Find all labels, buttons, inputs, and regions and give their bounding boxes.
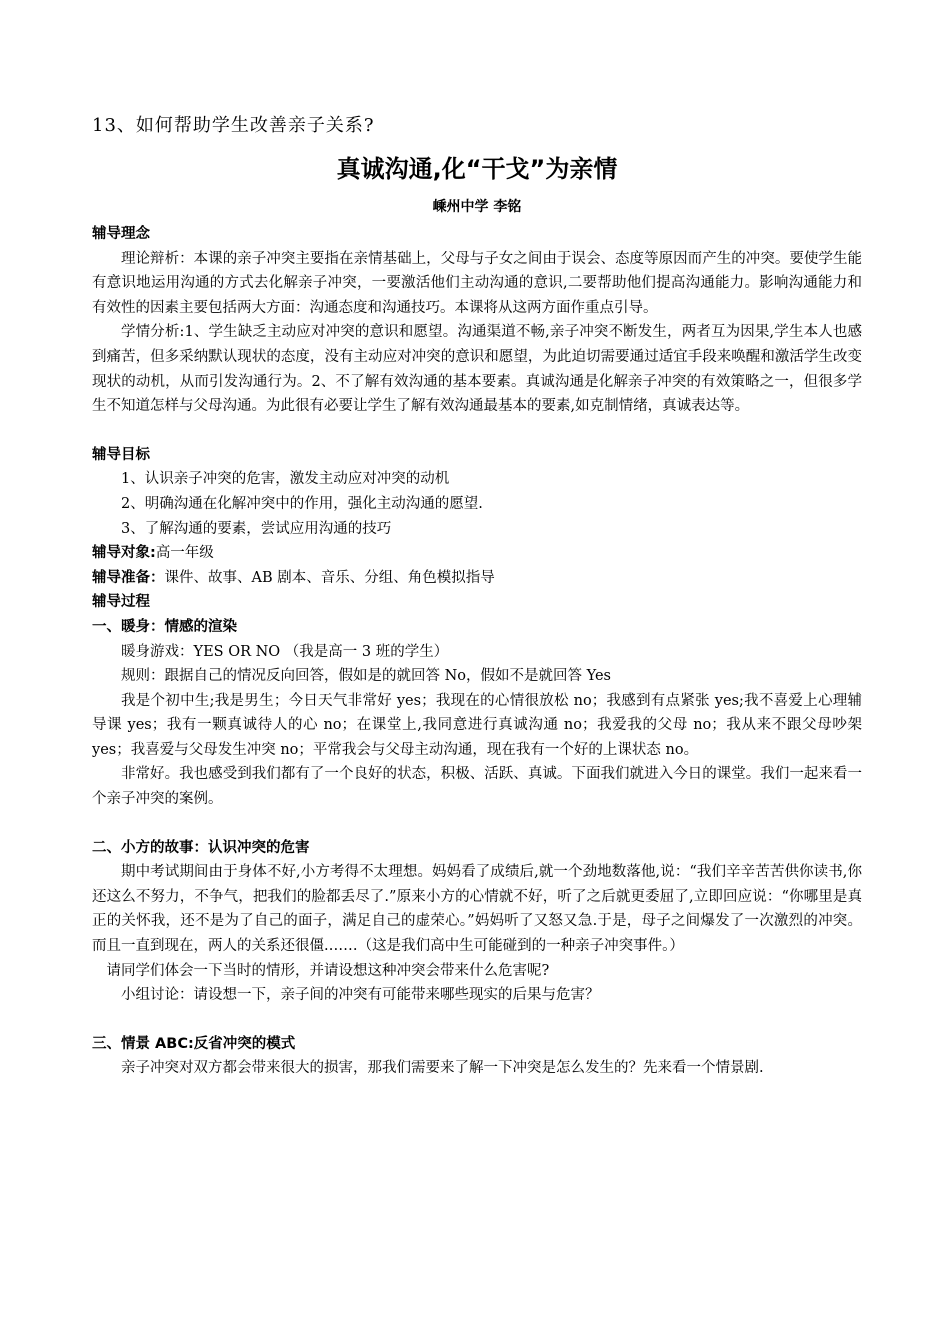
heading-part3: 三、情景 ABC:反省冲突的模式 [92, 1035, 296, 1052]
part1-game: 暖身游戏：YES OR NO （我是高一 3 班的学生） [121, 643, 449, 660]
target-value: 高一年级 [155, 545, 214, 562]
part1-closing: 非常好。我也感受到我们都有了一个良好的状态，积极、活跃、真诚。下面我们就进入今日的课堂。我们一起来看一个亲子冲突的案例。 [92, 766, 862, 808]
preparation-line [92, 566, 862, 591]
author-line: 嵊州中学 李铭 [432, 199, 522, 215]
part1-statements: 我是个初中生;我是男生；今日天气非常好 yes；我现在的心情很放松 no；我感到有点紧张 yes;我不喜爱上心理辅导课 yes；我有一颗真诚待人的心 no；在课堂上,我同意进行真诚沟通 no；我爱我的父母 no；我从来不跟父母吵架 yes；我喜爱与父母发生冲突 no；平常我会与父母主动沟通，现在我有一个好的上课状态 no。 [92, 692, 862, 758]
heading-part1: 一、暖身：情感的渲染 [92, 618, 237, 635]
spacer [92, 812, 862, 836]
spacer [92, 419, 862, 443]
document-content [92, 112, 862, 1081]
target-line [92, 541, 862, 566]
goal-item-3: 3、了解沟通的要素，尝试应用沟通的技巧 [121, 520, 392, 537]
heading-part2: 二、小方的故事：认识冲突的危害 [92, 839, 310, 856]
goal-item-2: 2、明确沟通在化解冲突中的作用，强化主动沟通的愿望. [121, 495, 483, 512]
preparation-value: 课件、故事、AB 剧本、音乐、分组、角色模拟指导 [164, 569, 495, 586]
part2-discussion: 小组讨论：请设想一下，亲子间的冲突有可能带来哪些现实的后果与危害？ [121, 987, 600, 1004]
philosophy-paragraph-2: 学情分析:1、学生缺乏主动应对冲突的意识和愿望。沟通渠道不畅,亲子冲突不断发生，两者互为因果,学生本人也感到痛苦，但多采纳默认现状的态度，没有主动应对冲突的意识和愿望，为此迫切需要通过适宜手段来唤醒和激活学生改变现状的动机，从而引发沟通行为。2、不了解有效沟通的基本要素。真诚沟通是化解亲子冲突的有效策略之一，但很多学生不知道怎样与父母沟通。为此很有必要让学生了解有效沟通最基本的要素,如克制情绪，真诚表达等。 [92, 324, 862, 415]
part3-paragraph: 亲子冲突对双方都会带来很大的损害，那我们需要来了解一下冲突是怎么发生的？先来看一个情景剧. [121, 1060, 764, 1077]
part2-prompt: 请同学们体会一下当时的情形，并请设想这种冲突会带来什么危害呢? [106, 962, 550, 979]
spacer [92, 1008, 862, 1032]
philosophy-paragraph-1: 理论辩析：本课的亲子冲突主要指在亲情基础上，父母与子女之间由于误会、态度等原因而产生的冲突。要使学生能有意识地运用沟通的方式去化解亲子冲突，一要激活他们主动沟通的意识,二要帮助他们提高沟通能力。影响沟通能力和有效性的因素主要包括两大方面：沟通态度和沟通技巧。本课将从这两方面作重点引导。 [92, 250, 862, 316]
preparation-label: 辅导准备： [92, 569, 165, 586]
heading-philosophy: 辅导理念 [92, 226, 150, 242]
goal-item-1: 1、认识亲子冲突的危害，激发主动应对冲突的动机 [121, 471, 450, 488]
question-title: 13、如何帮助学生改善亲子关系? [92, 115, 375, 136]
target-label: 辅导对象: [92, 545, 156, 562]
main-title: 真诚沟通,化“干戈”为亲情 [336, 155, 618, 183]
part2-story: 期中考试期间由于身体不好,小方考得不太理想。妈妈看了成绩后,就一个劲地数落他,说：“我们辛辛苦苦供你读书,你还这么不努力，不争气，把我们的脸都丢尽了.”原来小方的心情就不好，听了之后就更委屈了,立即回应说：“你哪里是真正的关怀我，还不是为了自己的面子，满足自己的虚荣心。”妈妈听了又怒又急.于是，母子之间爆发了一次激烈的冲突。而且一直到现在，两人的关系还很僵.……（这是我们高中生可能碰到的一种亲子冲突事件。） [92, 864, 862, 955]
heading-goals: 辅导目标 [92, 446, 150, 463]
heading-process: 辅导过程 [92, 594, 150, 611]
part1-rule: 规则：跟据自己的情况反向回答，假如是的就回答 No，假如不是就回答 Yes [121, 668, 611, 685]
